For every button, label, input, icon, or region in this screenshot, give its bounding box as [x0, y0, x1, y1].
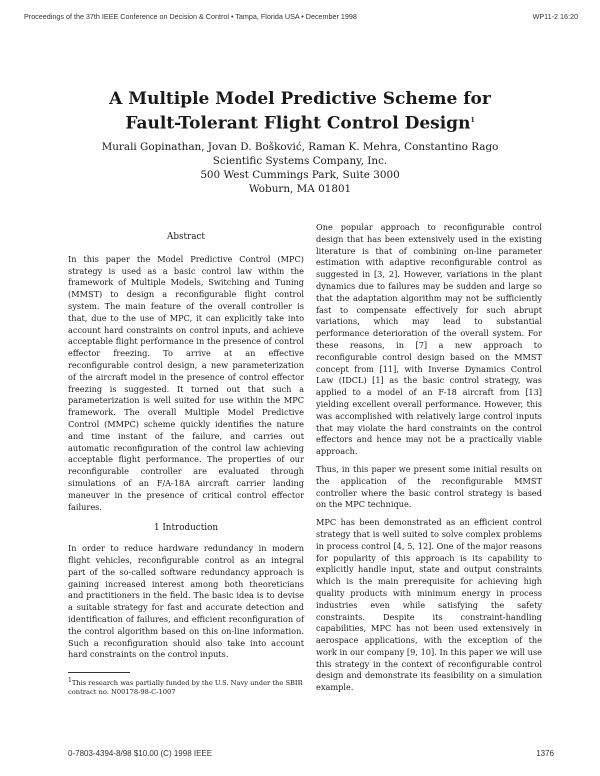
author-block — [0, 140, 600, 196]
copyright-line: 0-7803-4394-8/98 $10.00 (C) 1998 IEEE — [68, 749, 213, 758]
introduction-heading: 1 Introduction — [153, 523, 219, 534]
paragraph-1: One popular approach to reconfigurable control design that has been extensively used in the existing literature is that of combining on-line parameter estimation with adaptive reconfigurable control as suggested in [3, 2]. However, variations in the plant dynamics due to failures may be sudden and large so that the adaptation algorithm may not be sufficiently fast to compensate effectively for such abrupt variations, which may lead to substantial performance deterioration of the overall system. For these reasons, in [7] a new approach to reconfigurable control design based on the MMST concept from [11], with Inverse Dynamics Control Law (IDCL) [1] as the basic control strategy, was applied to a model of an F-18 aircraft from [13] yielding excellent overall performance. However, this was accomplished with relatively large control inputs that may violate the hard constraints on the control effectors and hence may not be a practically viable approach. — [316, 222, 542, 457]
address-city: Woburn, MA 01801 — [248, 183, 352, 195]
page-number: 1376 — [536, 749, 554, 758]
paragraph-3: MPC has been demonstrated as an efficient control strategy that is well suited to solve complex problems in process control [4, 5, 12]. One of the major reasons for popularity of this approach is its capability to explicitly handle input, state and output constraints which is the main prerequisite for achieving high quality products with minimum energy in process industries even while satisfying the safety constraints. Despite its constraint-handling capabilities, MPC has not been used extensively in aerospace applications, with the exception of the work in our company [9, 10]. In this paper we will use this strategy in the context of reconfigurable control design and demonstrate its feasibility on a simulation example. — [316, 517, 542, 693]
paragraph-2: Thus, in this paper we present some initial results on the application of the reconfigurable MMST controller where the basic control strategy is based on the MPC technique. — [316, 463, 542, 510]
left-column — [68, 232, 304, 667]
introduction-text: In order to reduce hardware redundancy in modern flight vehicles, reconfigurable control as an integral part of the so-called software redundancy approach is gaining increased interest among both theoreticians and practitioners in the field. The basic idea is to devise a suitable strategy for fast and accurate detection and identification of failures, and efficient reconfiguration of the control algorithm based on this on-line information. Such a reconfiguration should also take into account hard constraints on the control inputs. — [68, 543, 304, 660]
right-column — [316, 222, 542, 700]
paper-title — [0, 88, 600, 135]
footnote-marker: 1 — [68, 677, 72, 684]
title-footnote-marker: 1 — [470, 117, 475, 124]
running-header: Proceedings of the 37th IEEE Conference on Decision & Control • Tampa, Florida USA • December 1998 — [24, 12, 357, 21]
footnote-divider — [68, 672, 130, 673]
address-street: 500 West Cummings Park, Suite 3000 — [200, 169, 400, 181]
abstract-heading: Abstract — [167, 232, 205, 242]
session-code: WP11-2 16:20 — [532, 12, 578, 21]
author-names: Murali Gopinathan, Jovan D. Bošković, Raman K. Mehra, Constantino Rago — [101, 141, 499, 153]
title-line-2-text: Fault-Tolerant Flight Control Design — [125, 113, 471, 134]
title-line-1: A Multiple Model Predictive Scheme for — [109, 89, 491, 109]
affiliation: Scientific Systems Company, Inc. — [212, 155, 388, 167]
footnote-text: This research was partially funded by the U.S. Navy under the SBIR contract no. N00178-98-C-1007 — [68, 679, 303, 696]
footnote — [68, 677, 308, 696]
abstract-text: In this paper the Model Predictive Control (MPC) strategy is used as a basic control law within the framework of Multiple Models, Switching and Tuning (MMST) to design a reconfigurable flight control system. The main feature of the overall controller is that, due to the use of MPC, it can explicitly take into account hard constraints on control inputs, and achieve acceptable flight performance in the presence of control effector freezing. To arrive at an effective reconfigurable control design, a new parameterization of the aircraft model in the presence of control effector freezing is suggested. It turned out that such a parameterization is well suited for use within the MPC framework. The overall Multiple Model Predictive Control (MMPC) scheme quickly identifies the nature and time instant of the failure, and carries out automatic reconfiguration of the control law achieving acceptable flight performance. The properties of our reconfigurable controller are evaluated through simulations of an F/A-18A aircraft carrier landing maneuver in the presence of critical control effector failures. — [68, 253, 304, 512]
title-line-2 — [0, 110, 600, 135]
